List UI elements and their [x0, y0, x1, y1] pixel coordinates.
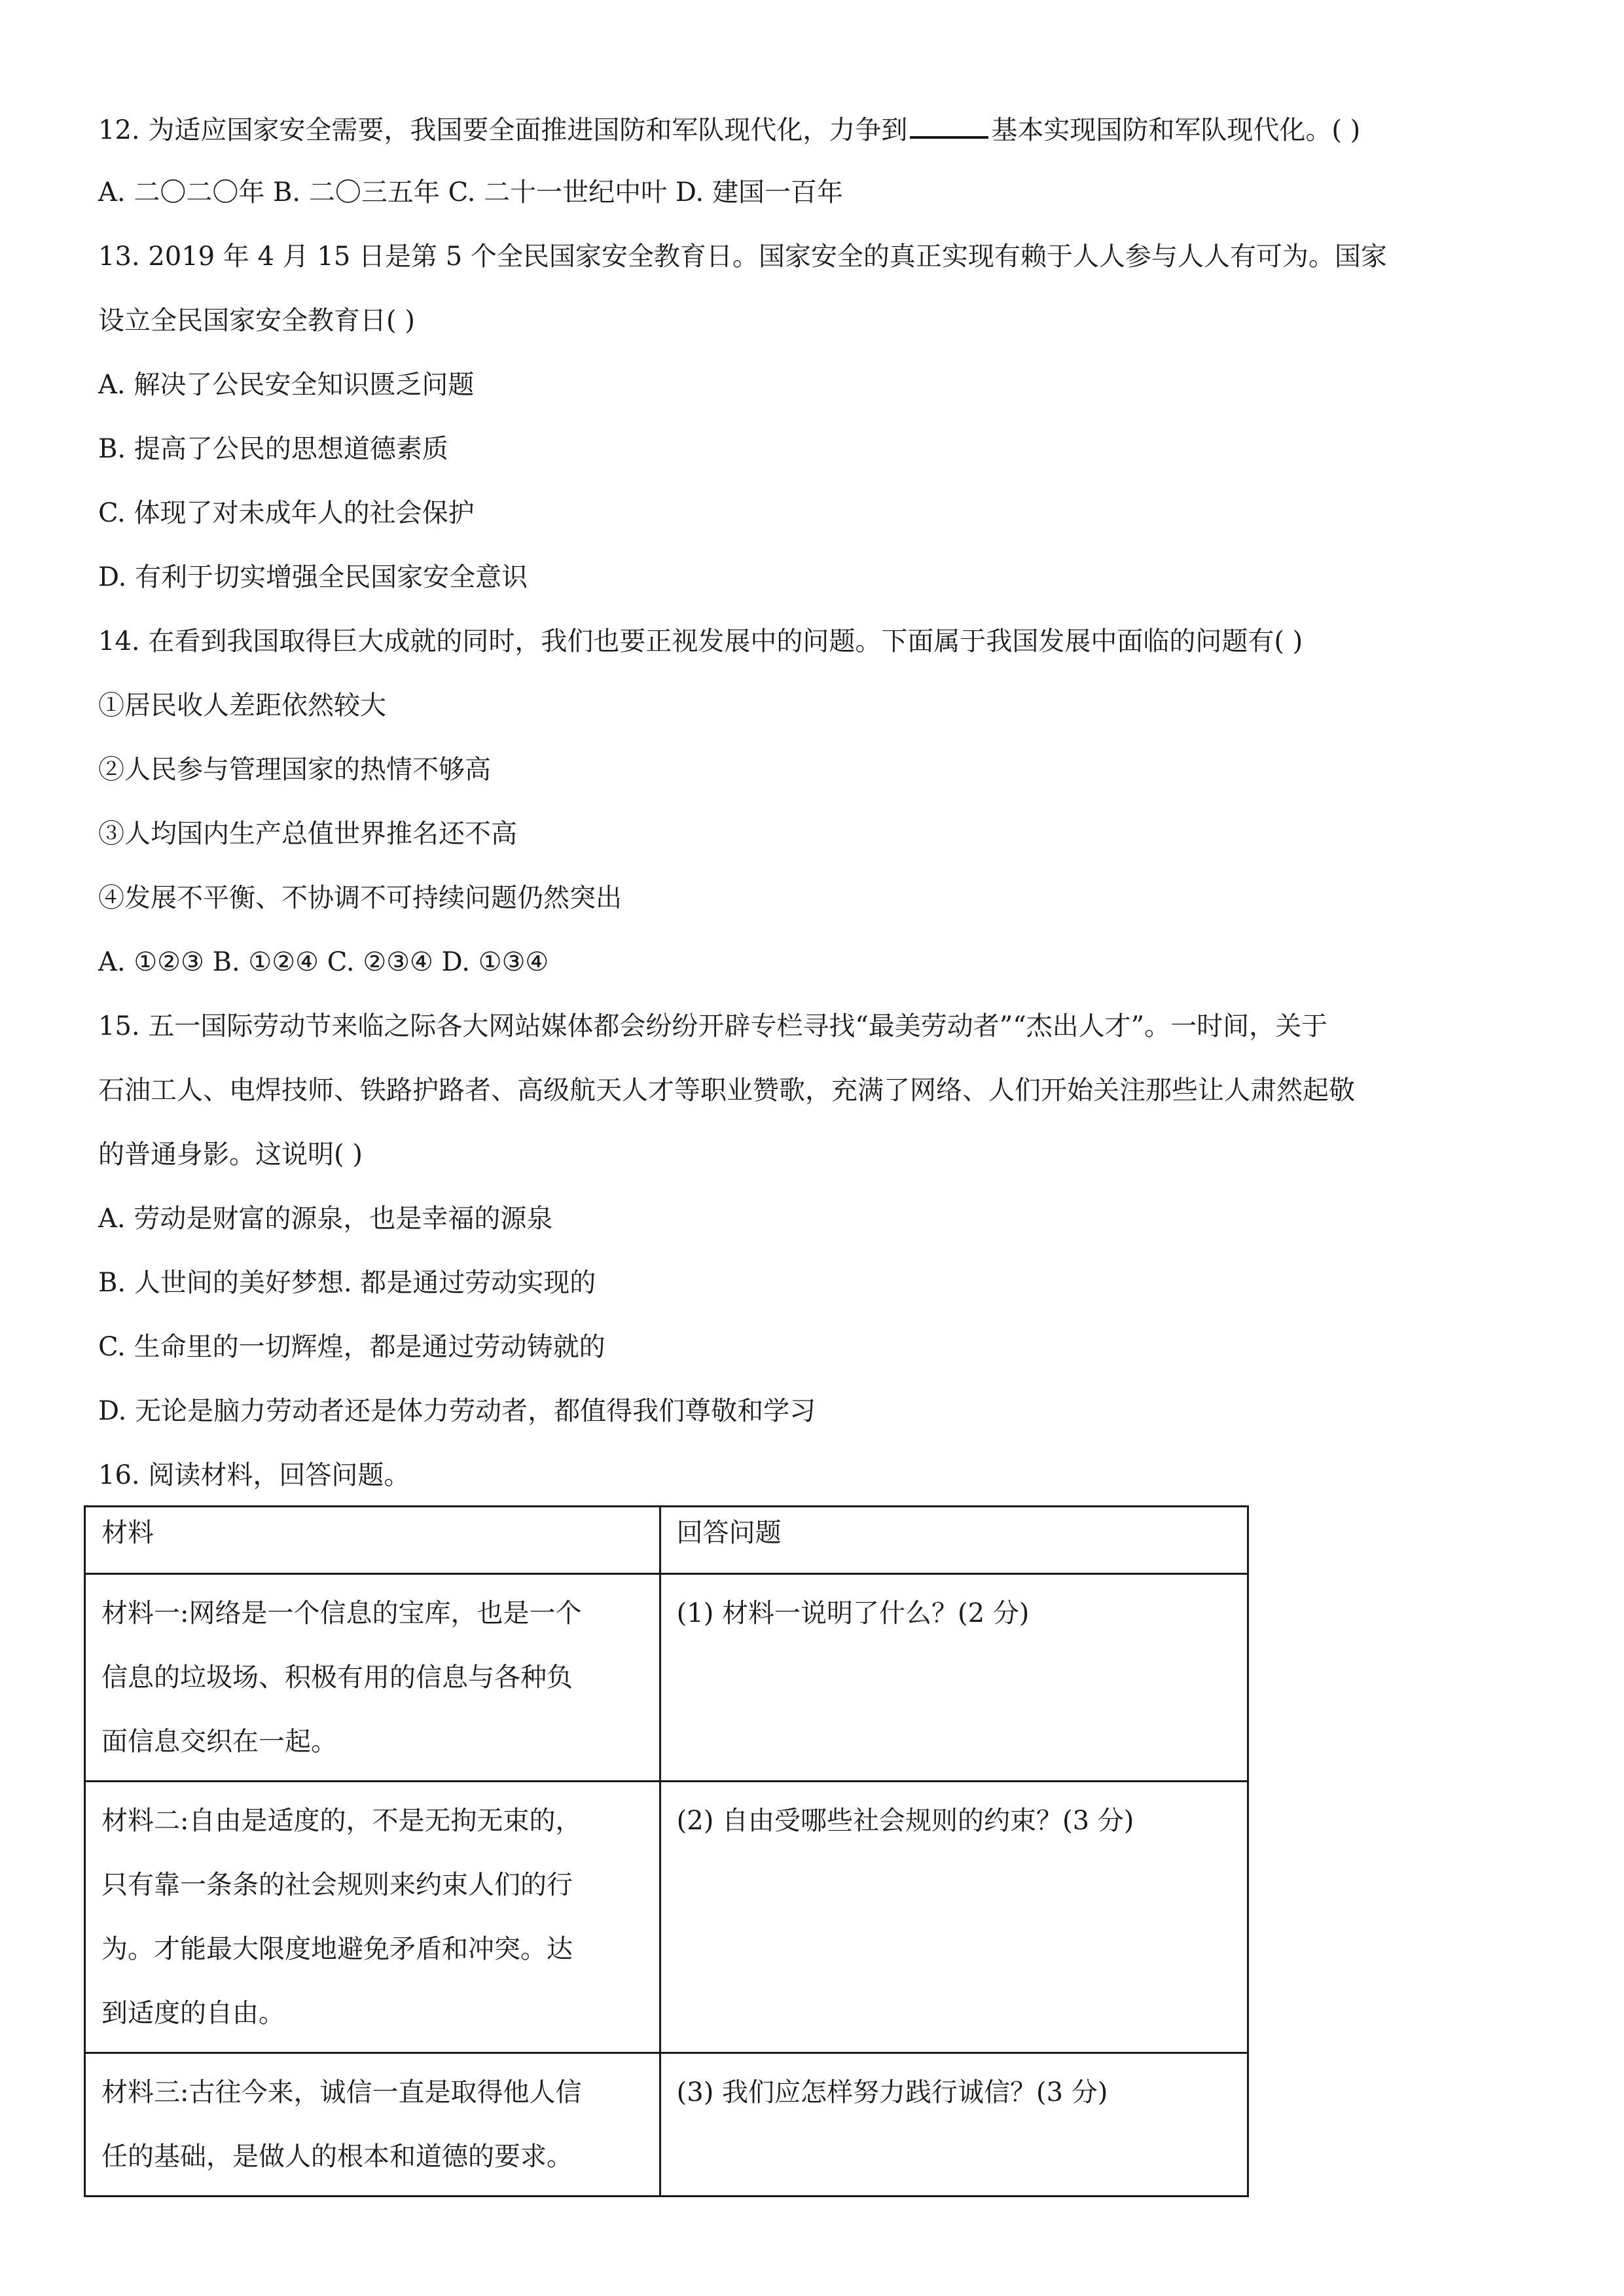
question-15-option-a: A. 劳动是财富的源泉，也是幸福的源泉	[98, 1204, 553, 1234]
question-12-stem	[98, 110, 1360, 149]
material-1-line-3: 面信息交织在一起。	[101, 1727, 337, 1757]
question-15-stem-line-3: 的普通身影。这说明( )	[98, 1139, 363, 1170]
answer-blank	[910, 110, 988, 139]
table-header-material: 材料	[85, 1507, 660, 1574]
sub-question-3: (3) 我们应怎样努力践行诚信？(3 分)	[676, 2077, 1108, 2108]
material-2-line-3: 为。才能最大限度地避免矛盾和冲突。达	[101, 1934, 573, 1964]
material-2-line-4: 到适度的自由。	[101, 1998, 285, 2028]
material-1-line-1: 材料一:网络是一个信息的宝库，也是一个	[101, 1598, 582, 1628]
sub-question-1: (1) 材料一说明了什么？(2 分)	[676, 1598, 1030, 1628]
table-row	[85, 2053, 1248, 2197]
question-12-stem-tail: 基本实现国防和军队现代化。( )	[991, 115, 1361, 145]
question-16-stem: 16. 阅读材料，回答问题。	[98, 1460, 410, 1490]
table-row	[85, 1782, 1248, 2053]
question-15-option-d: D. 无论是脑力劳动者还是体力劳动者，都值得我们尊敬和学习	[98, 1396, 816, 1426]
table-row	[85, 1574, 1248, 1782]
material-cell-3	[85, 2053, 660, 2197]
question-13-option-a: A. 解决了公民安全知识匮乏问题	[98, 370, 475, 400]
material-cell-1	[85, 1574, 660, 1782]
question-15-stem-line-1: 15. 五一国际劳动节来临之际各大网站媒体都会纷纷开辟专栏寻找“最美劳动者”“杰出人才”。一时间，关于	[98, 1011, 1328, 1041]
table-header-row	[85, 1507, 1248, 1574]
sub-question-2: (2) 自由受哪些社会规则的约束？(3 分)	[676, 1806, 1134, 1836]
question-cell-2	[660, 1782, 1248, 2053]
question-cell-3	[660, 2053, 1248, 2197]
question-15-stem-line-2: 石油工人、电焊技师、铁路护路者、高级航天人才等职业赞歌，充满了网络、人们开始关注那些让人肃然起敬	[98, 1075, 1355, 1105]
material-3-line-2: 任的基础，是做人的根本和道德的要求。	[101, 2142, 573, 2172]
material-2-line-1: 材料二:自由是适度的，不是无拘无束的，	[101, 1806, 582, 1836]
question-14-options: A. ①②③ B. ①②④ C. ②③④ D. ①③④	[98, 947, 549, 977]
material-table	[84, 1505, 1249, 2197]
question-12-options: A. 二〇二〇年 B. 二〇三五年 C. 二十一世纪中叶 D. 建国一百年	[98, 177, 843, 207]
question-13-stem-line-1: 13. 2019 年 4 月 15 日是第 5 个全民国家安全教育日。国家安全的真正实现有赖于人人参与人人有可为。国家	[98, 242, 1387, 272]
question-13-option-d: D. 有利于切实增强全民国家安全意识	[98, 562, 528, 592]
material-1-line-2: 信息的垃圾场、积极有用的信息与各种负	[101, 1662, 573, 1693]
material-cell-2	[85, 1782, 660, 2053]
question-15-option-b: B. 人世间的美好梦想. 都是通过劳动实现的	[98, 1268, 596, 1298]
question-13-option-c: C. 体现了对未成年人的社会保护	[98, 498, 475, 528]
question-14-item-2: ②人民参与管理国家的热情不够高	[98, 755, 491, 785]
material-3-line-1: 材料三:古往今来，诚信一直是取得他人信	[101, 2077, 582, 2108]
question-12-stem-lead: 12. 为适应国家安全需要，我国要全面推进国防和军队现代化，力争到	[98, 115, 908, 145]
question-14-item-4: ④发展不平衡、不协调不可持续问题仍然突出	[98, 883, 622, 913]
question-13-option-b: B. 提高了公民的思想道德素质	[98, 434, 448, 464]
question-14-stem: 14. 在看到我国取得巨大成就的同时，我们也要正视发展中的问题。下面属于我国发展中面临的问题有( )	[98, 626, 1303, 656]
question-14-item-3: ③人均国内生产总值世界推名还不高	[98, 819, 517, 849]
question-cell-1	[660, 1574, 1248, 1782]
question-13-stem-line-2: 设立全民国家安全教育日( )	[98, 306, 415, 336]
table-header-question: 回答问题	[660, 1507, 1248, 1574]
question-15-option-c: C. 生命里的一切辉煌，都是通过劳动铸就的	[98, 1332, 605, 1362]
question-14-item-1: ①居民收人差距依然较大	[98, 691, 386, 721]
material-2-line-2: 只有靠一条条的社会规则来约束人们的行	[101, 1870, 573, 1900]
